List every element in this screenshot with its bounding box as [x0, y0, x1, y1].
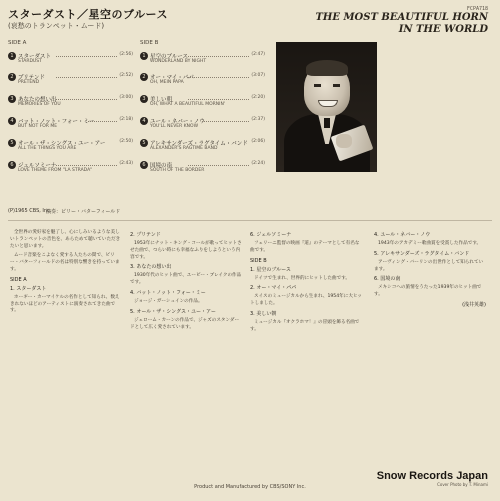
liner-notes-col2 [130, 230, 242, 480]
track-title-jp: あなたの想い出 [18, 97, 57, 103]
side-b-label: SIDE B [140, 40, 159, 46]
liner-track-heading: 4. バット・ノット・フォー・ミー [130, 289, 206, 296]
leader-dots [56, 165, 117, 166]
track-title-jp: オール・ザ・シングス・ユー・アー [18, 141, 106, 147]
track-duration: (3:07) [251, 73, 265, 78]
divider [8, 220, 492, 221]
track-title-jp: 国境の南 [150, 163, 173, 169]
liner-paragraph: ジョージ・ガーシュインの作品。 [134, 298, 203, 304]
track-duration: (2:56) [119, 52, 133, 57]
track-duration: (3:00) [119, 95, 133, 100]
leader-dots [188, 165, 249, 166]
track-title-en: STARDUST [18, 59, 42, 64]
track-number: 1 [8, 52, 16, 60]
liner-paragraph: 1930年代のヒット曲で、ユービー・ブレイクの作品です。 [130, 273, 242, 286]
track-title-en: MEMORIES OF YOU [18, 102, 61, 107]
track-number: 6 [140, 161, 148, 169]
watermark-text: Snow Records Japan [376, 470, 488, 482]
track-number: 1 [140, 52, 148, 60]
track-a3 [8, 95, 133, 109]
track-title-en: PRETEND [18, 80, 40, 85]
track-title-jp: アレキサンダーズ・ラグタイム・バンド [150, 141, 248, 147]
track-number: 3 [140, 95, 148, 103]
album-subtitle-jp: (哀愁のトランペット・ムード) [8, 22, 105, 30]
liner-paragraph: 全世界の愛好家を魅了し、心にしみいるような美しいトランペットの音色を、あらためて聴いていただきたいと思います。 [10, 230, 121, 249]
liner-track-heading: 4. ユール・ネバー・ノウ [374, 232, 431, 238]
track-title-jp: スターダスト [18, 54, 52, 60]
track-duration: (2:37) [251, 117, 265, 122]
liner-track-heading: 1. 星空のブルース [250, 266, 291, 273]
liner-notes-col4 [374, 230, 486, 480]
copyright: (P)1965 CBS, Inc. [8, 208, 52, 214]
track-duration: (2:47) [251, 52, 265, 57]
track-b2 [140, 73, 265, 87]
album-title-jp: スターダスト／星空のブルース [8, 8, 169, 21]
track-title-en: ALEXANDER'S RAGTIME BAND [150, 146, 218, 151]
track-title-jp: ジェルソミーナ [18, 163, 57, 169]
track-number: 4 [8, 117, 16, 125]
liner-paragraph: 1943年のアカデミー歌曲賞を受賞した作品です。 [378, 241, 482, 246]
track-number: 4 [140, 117, 148, 125]
photo-credit: Cover Photo by T. Minami [437, 482, 488, 487]
liner-section-heading: SIDE A [10, 276, 27, 283]
track-duration: (2:24) [251, 161, 265, 166]
track-b3 [140, 95, 265, 109]
leader-dots [188, 56, 249, 57]
liner-track-heading: 6. ジェルソミーナ [250, 232, 292, 238]
track-title-en: SOUTH OF THE BORDER [150, 168, 205, 173]
liner-paragraph: ホーギー・カーマイケルの名作として知られ、数えきれないほどのアーティストに演奏されてきた曲です。 [10, 294, 120, 314]
leader-dots [188, 77, 249, 78]
track-b6 [140, 161, 265, 175]
liner-track-heading: 2. オー・マイ・パパ [250, 285, 297, 292]
track-duration: (2:52) [119, 73, 133, 78]
liner-paragraph: スイスのミュージカルから生まれ、1954年に大ヒットしました。 [250, 294, 362, 307]
track-title-en: WONDERLAND BY NIGHT [150, 59, 207, 64]
track-title-jp: ユール・ネバー・ノウ [150, 119, 205, 125]
track-a1 [8, 52, 133, 66]
liner-track-heading: 6. 国境の南 [374, 276, 401, 283]
track-number: 3 [8, 95, 16, 103]
photo-tie [324, 118, 330, 128]
liner-paragraph: ムード音楽をこよなく愛する人たちの間で、ビリー・バターフィールドの名は特別な響きを持っています。 [10, 253, 120, 272]
liner-paragraph: ジェローム・カーンの作品で、ジャズのスタンダードとして広く愛されています。 [130, 317, 240, 330]
track-title-jp: バット・ノット・フォー・ミー [18, 119, 95, 125]
album-title-en-line1: THE MOST BEAUTIFUL HORN [315, 12, 488, 23]
album-title-en [273, 12, 488, 36]
liner-track-heading: 1. スターダスト [10, 285, 47, 292]
track-title-en: OH, MEIN PAPA [150, 80, 184, 85]
leader-dots [56, 56, 117, 57]
liner-track-heading: 3. あなたの想い出 [130, 264, 172, 271]
track-duration: (2:18) [119, 117, 133, 122]
manufacturer-footer: Product and Manufactured by CBS/SONY Inc. [194, 484, 306, 490]
liner-track-heading: 2. プリテンド [130, 232, 161, 238]
tracklist [8, 40, 270, 190]
leader-dots [56, 77, 117, 78]
liner-paragraph: ドイツで生まれ、世界的にヒットした曲です。 [254, 275, 351, 281]
track-title-jp: 星空のブルース [150, 54, 189, 60]
track-number: 2 [8, 73, 16, 81]
liner-track-heading: 5. オール・ザ・シングス・ユー・アー [130, 308, 216, 315]
track-title-jp: プリテンド [18, 75, 45, 81]
leader-dots [88, 121, 117, 122]
track-duration: (2:43) [119, 161, 133, 166]
artist-photo [276, 42, 377, 172]
track-title-en: LOVE THEME FROM "LA STRADA" [18, 168, 93, 173]
photo-hand [336, 134, 352, 148]
track-number: 2 [140, 73, 148, 81]
track-title-en: YOU'LL NEVER KNOW [150, 124, 199, 129]
track-duration: (2:50) [119, 139, 133, 144]
track-duration: (2:06) [251, 139, 265, 144]
track-number: 5 [140, 139, 148, 147]
liner-track-heading: 3. 美しい朝 [250, 310, 277, 317]
liner-paragraph: 1953年にナット・キング・コールが歌ってヒットさせた曲で、つらい時にも幸福なふりをしようという内容です。 [130, 241, 242, 260]
photo-hair [306, 60, 348, 76]
liner-notes-col3 [250, 230, 362, 480]
watermark [377, 470, 488, 487]
liner-paragraph: アーヴィング・バーリンの出世作として知られています。 [374, 259, 484, 272]
track-title-en: OH, WHAT A BEAUTIFUL MORNIN' [150, 102, 226, 107]
track-a4 [8, 117, 133, 131]
track-title-en: BUT NOT FOR ME [18, 124, 58, 129]
track-duration: (2:20) [251, 95, 265, 100]
liner-paragraph: メキシコへの旅情をうたった1939年のヒット曲です。 [374, 285, 482, 298]
liner-author: (浅井英雄) [462, 301, 486, 308]
track-b5 [140, 139, 265, 153]
liner-track-heading: 5. アレキサンダーズ・ラグタイム・バンド [374, 250, 470, 257]
photo-eyes [314, 84, 340, 87]
track-b4 [140, 117, 265, 131]
leader-dots [56, 99, 117, 100]
track-number: 6 [8, 161, 16, 169]
track-number: 5 [8, 139, 16, 147]
track-a5 [8, 139, 133, 153]
liner-paragraph: ミュージカル『オクラホマ！』の冒頭を飾る名曲です。 [250, 319, 360, 332]
track-a2 [8, 73, 133, 87]
track-title-jp: 美しい朝 [150, 97, 173, 103]
performer-credit: 演奏：ビリー・バターフィールド [46, 209, 121, 215]
liner-notes-col1 [10, 230, 122, 480]
liner-section-heading: SIDE B [250, 257, 267, 264]
album-title-en-line2: IN THE WORLD [398, 24, 488, 35]
track-a6 [8, 161, 133, 175]
track-title-jp: オー・マイ・パパ [150, 75, 194, 81]
side-a-label: SIDE A [8, 40, 27, 46]
track-title-en: ALL THE THINGS YOU ARE [18, 146, 77, 151]
leader-dots [202, 121, 249, 122]
track-b1 [140, 52, 265, 66]
liner-paragraph: フェリーニ監督の映画『道』のテーマとして有名な曲です。 [250, 241, 360, 253]
catalog-number: FCPA718 [466, 6, 488, 12]
leader-dots [188, 99, 249, 100]
